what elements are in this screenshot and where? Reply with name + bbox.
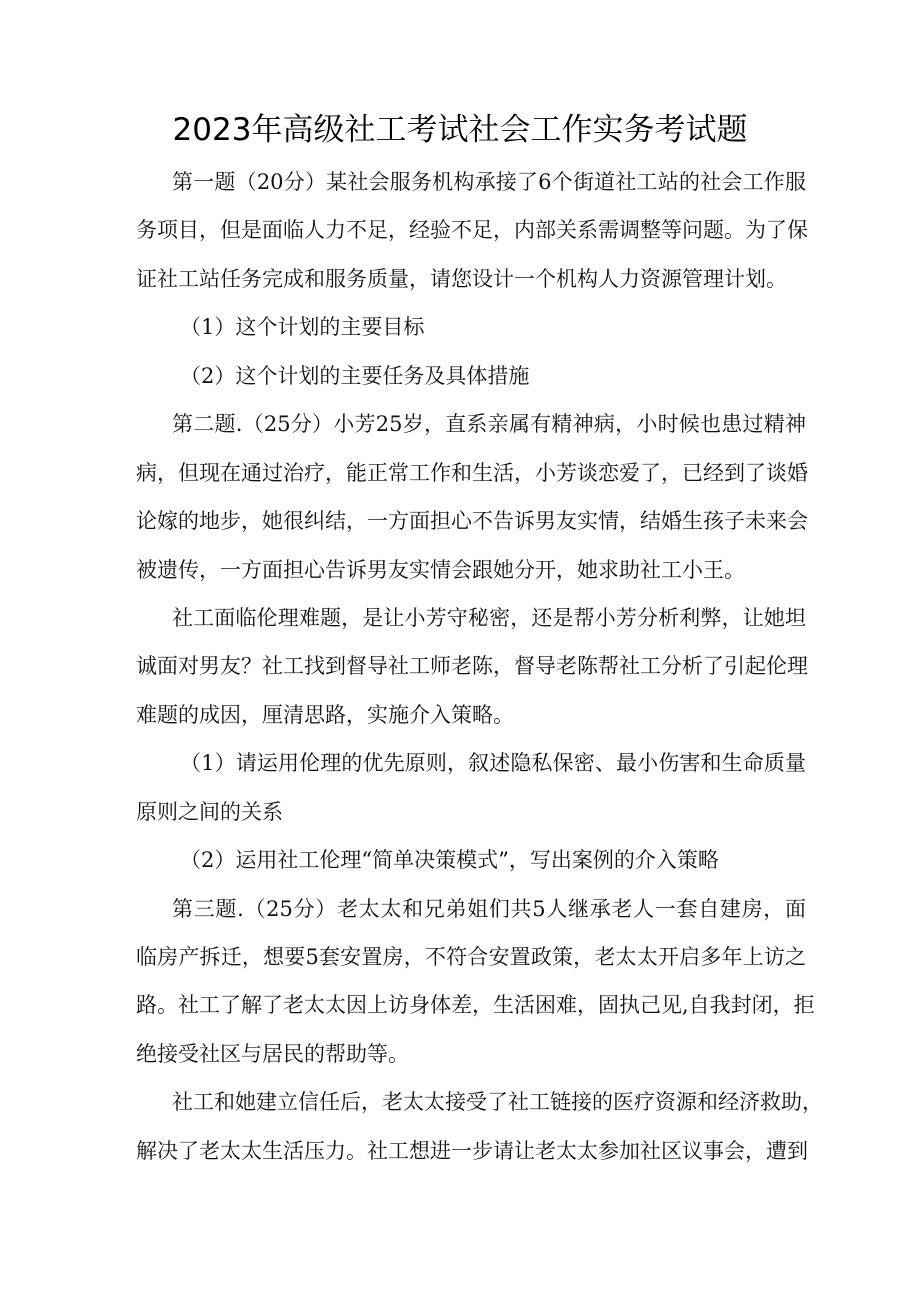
text-line: （2）运用社工伦理“简单决策模式”，写出案例的介入策略 <box>180 848 719 873</box>
text-line: 第二题.（25分）小芳25岁，直系亲属有精神病，小时候也患过精神 <box>172 412 806 437</box>
text-line: 诚面对男友？社工找到督导社工师老陈，督导老陈帮社工分析了引起伦理 <box>136 654 808 679</box>
document-body <box>136 158 823 1175</box>
text-line: 第一题（20分）某社会服务机构承接了6个街道社工站的社会工作服 <box>172 170 806 194</box>
text-line: 第三题.（25分）老太太和兄弟姐们共5人继承老人一套自建房，面 <box>172 896 806 921</box>
question-item <box>136 303 806 351</box>
text-line: （1）这个计划的主要目标 <box>180 315 425 340</box>
question-item <box>136 836 806 884</box>
text-line: 病，但现在通过治疗，能正常工作和生活，小芳谈恋爱了，已经到了谈婚 <box>136 460 808 485</box>
text-line: 证社工站任务完成和服务质量，请您设计一个机构人力资源管理计划。 <box>136 266 787 291</box>
paragraph <box>136 594 806 739</box>
paragraph <box>136 158 806 303</box>
text-line: 原则之间的关系 <box>136 799 283 824</box>
text-line: 务项目，但是面临人力不足，经验不足，内部关系需调整等问题。为了保 <box>136 218 808 243</box>
question-item <box>136 739 806 836</box>
text-line: 难题的成因，厘清思路，实施介入策略。 <box>136 702 514 727</box>
question-item <box>136 352 806 400</box>
text-line: 社工面临伦理难题，是让小芳守秘密，还是帮小芳分析利弊，让她坦 <box>172 605 806 630</box>
text-line: 解决了老太太生活压力。社工想进一步请让老太太参加社区议事会，遭到 <box>136 1138 808 1163</box>
paragraph <box>136 1078 823 1175</box>
text-line: （2）这个计划的主要任务及具体措施 <box>180 363 530 388</box>
text-line: 绝接受社区与居民的帮助等。 <box>136 1041 409 1066</box>
text-line: 论嫁的地步，她很纠结，一方面担心不告诉男友实情，结婚生孩子未来会 <box>136 509 808 534</box>
text-line: 社工和她建立信任后，老太太接受了社工链接的医疗资源和经济救助， <box>172 1090 823 1115</box>
paragraph <box>136 885 815 1079</box>
text-line: 临房产拆迁，想要5套安置房，不符合安置政策，老太太开启多年上访之 <box>136 945 806 969</box>
text-line: （1）请运用伦理的优先原则，叙述隐私保密、最小伤害和生命质量 <box>180 751 806 776</box>
document-title: 2023年高级社工考试社会工作实务考试题 <box>172 112 748 148</box>
text-line: 路。社工了解了老太太因上访身体差，生活困难，固执己见,自我封闭，拒 <box>136 993 815 1018</box>
text-line: 被遗传，一方面担心告诉男友实情会跟她分开，她求助社工小王。 <box>136 557 745 582</box>
paragraph <box>136 400 806 594</box>
